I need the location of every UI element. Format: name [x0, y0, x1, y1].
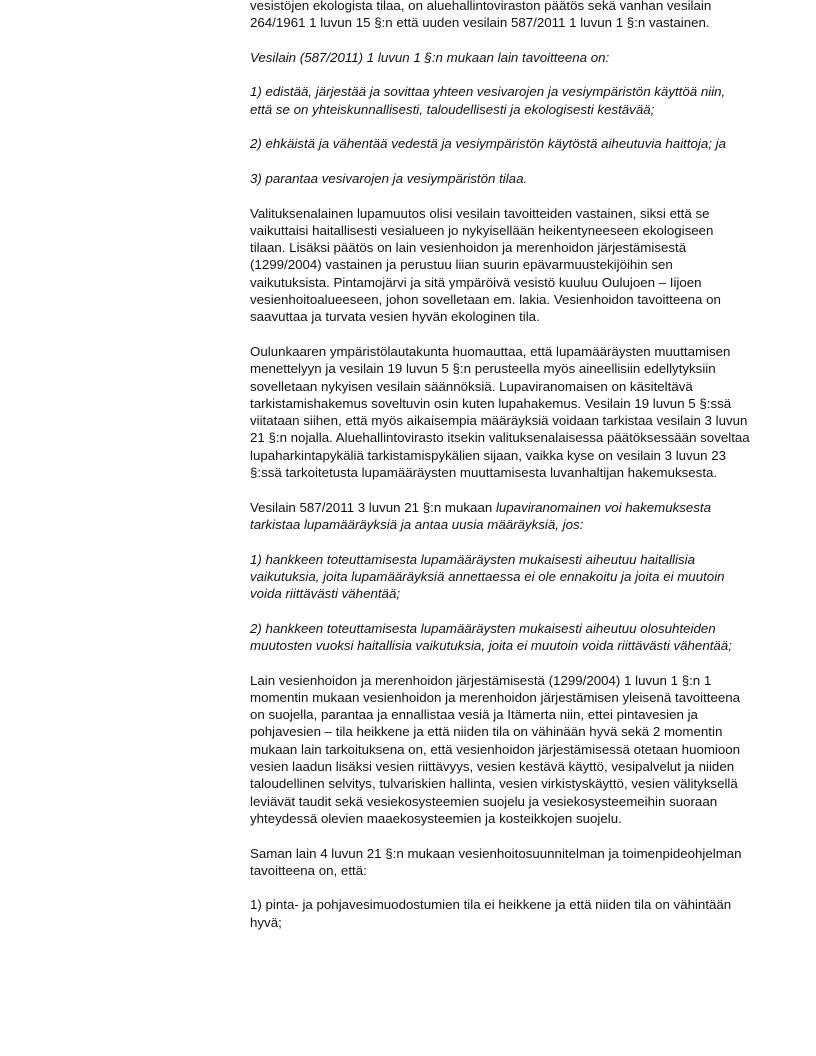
- paragraph: [250, 499, 750, 534]
- paragraph: [250, 83, 750, 118]
- paragraph: [250, 49, 750, 66]
- italic-text: Vesilain (587/2011) 1 luvun 1 §:n mukaan lain tavoitteena on:: [250, 49, 610, 65]
- document-page: [250, 0, 750, 931]
- body-text: Vesilain 587/2011 3 luvun 21 §:n mukaan: [250, 499, 496, 515]
- body-text: vesistöjen ekologista tilaa, on aluehallintoviraston päätös sekä vanhan vesilain 264/1961 1 luvun 15 §:n että uuden vesilain 587/2011 1 luvun 1 §:n vastainen.: [250, 0, 712, 31]
- paragraph: [250, 551, 750, 603]
- italic-text: lupaviranomainen voi hakemuksesta tarkistaa lupamääräyksiä ja antaa uusia määräyksiä, jos:: [250, 499, 712, 532]
- paragraph: [250, 0, 750, 32]
- paragraph: [250, 620, 750, 655]
- italic-text: 1) hankkeen toteuttamisesta lupamääräysten mukaisesti aiheutuu haitallisia vaikutuksia, joita lupamääräyksiä annettaessa ei ole ennakoitu ja joita ei muutoin voida riittävästi vähentää;: [250, 551, 725, 602]
- paragraph: [250, 896, 750, 931]
- paragraph: [250, 205, 750, 326]
- body-text: Saman lain 4 luvun 21 §:n mukaan vesienhoitosuunnitelman ja toimenpideohjelman tavoitteena on, että:: [250, 845, 742, 878]
- paragraph: [250, 135, 750, 152]
- paragraph: [250, 845, 750, 880]
- paragraph: [250, 672, 750, 828]
- italic-text: 2) hankkeen toteuttamisesta lupamääräysten mukaisesti aiheutuu olosuhteiden muutosten vuoksi haitallisia vaikutuksia, joita ei muutoin voida riittävästi vähentää;: [250, 620, 732, 653]
- body-text: Oulunkaaren ympäristölautakunta huomauttaa, että lupamääräysten muuttamisen menettelyyn ja vesilain 19 luvun 5 §:n perusteella myös aineellisiin edellytyksiin sovelletaan nykyisen vesilain säännöksiä. Lupaviranomaisen on käsiteltävä tarkistamishakemus soveltuvin osin kuten lupahakemus. Vesilain 19 luvun 5 §:ssä viitataan siihen, että myös aikaisempia määräyksiä voidaan tarkistaa vesilain 3 luvun 21 §:n nojalla. Aluehallintovirasto itsekin valituksenalaisessa päätöksessään soveltaa lupaharkintapykäliä tarkistamispykälien sijaan, vaikka kyse on vesilain 3 luvun 23 §:ssä tarkoitetusta lupamääräysten muuttamisesta luvanhaltijan hakemuksesta.: [250, 343, 750, 481]
- body-text: 1) pinta- ja pohjavesimuodostumien tila ei heikkene ja että niiden tila on vähintään hyvä;: [250, 897, 732, 930]
- italic-text: 1) edistää, järjestää ja sovittaa yhteen vesivarojen ja vesiympäristön käyttöä niin, että se on yhteiskunnallisesti, taloudellisesti ja ekologisesti kestävää;: [250, 84, 726, 117]
- body-text: Valituksenalainen lupamuutos olisi vesilain tavoitteiden vastainen, siksi että se vaikuttaisi haitallisesti vesialueen jo nykyisellään heikentyneeseen ekologiseen tilaan. Lisäksi päätös on lain vesienhoidon ja merenhoidon järjestämisestä (1299/2004) vastainen ja perustuu liian suurin epävarmuustekijöihin sen vaikutuksista. Pintamojärvi ja sitä ympäröivä vesistö kuuluu Oulujoen – Iijoen vesienhoitoalueeseen, johon sovelletaan em. lakia. Vesienhoidon tavoitteena on saavuttaa ja turvata vesien hyvän ekologinen tila.: [250, 205, 721, 325]
- paragraph: [250, 343, 750, 481]
- italic-text: 3) parantaa vesivarojen ja vesiympäristön tilaa.: [250, 170, 528, 186]
- paragraph: [250, 170, 750, 187]
- italic-text: 2) ehkäistä ja vähentää vedestä ja vesiympäristön käytöstä aiheutuvia haittoja; ja: [250, 136, 727, 152]
- body-text: Lain vesienhoidon ja merenhoidon järjestämisestä (1299/2004) 1 luvun 1 §:n 1 momentin mukaan vesienhoidon ja merenhoidon järjestämisen yleisenä tavoitteena on suojella, parantaa ja ennallistaa vesiä ja Itämerta niin, ettei pintavesien ja pohjavesien – tila heikkene ja että niiden tila on vähinään hyvä sekä 2 momentin mukaan lain tarkoituksena on, että vesienhoidon järjestämisessä otetaan huomioon vesien laadun lisäksi vesien riittävyys, vesien kestävä käyttö, vesipalvelut ja niiden taloudellinen selvitys, tulvariskien hallinta, vesien virkistyskäyttö, vesien välityksellä leviävät taudit sekä vesiekosysteemien suojelu ja vesiekosysteemeihin suoraan yhteydessä olevien maaekosysteemien ja kosteikkojen suojelu.: [250, 672, 741, 826]
